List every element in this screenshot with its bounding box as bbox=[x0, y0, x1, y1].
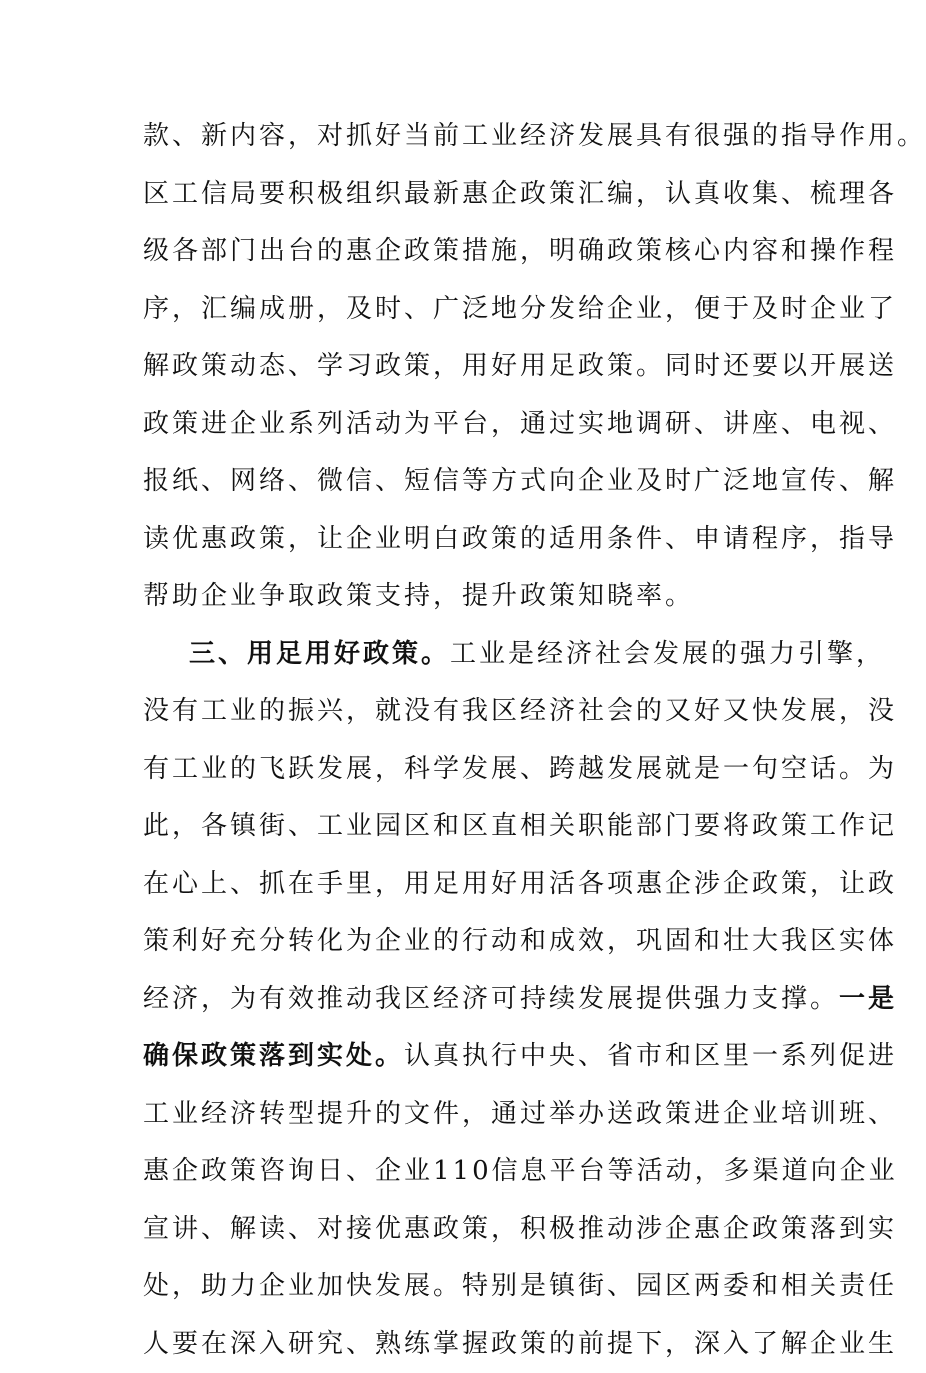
text-line: 有工业的飞跃发展，科学发展、跨越发展就是一句空话。为 bbox=[143, 741, 803, 799]
text-line: 款、新内容，对抓好当前工业经济发展具有很强的指导作用。 bbox=[143, 108, 803, 166]
document-body bbox=[143, 108, 803, 1373]
text-line: 此，各镇街、工业园区和区直相关职能部门要将政策工作记 bbox=[143, 798, 803, 856]
text-line: 帮助企业争取政策支持，提升政策知晓率。 bbox=[143, 568, 803, 626]
text-line: 报纸、网络、微信、短信等方式向企业及时广泛地宣传、解 bbox=[143, 453, 803, 511]
text-line: 序，汇编成册，及时、广泛地分发给企业，便于及时企业了 bbox=[143, 281, 803, 339]
subheading: 确保政策落到实处。 bbox=[143, 1041, 404, 1071]
text-span: 经济，为有效推动我区经济可持续发展提供强力支撑。 bbox=[143, 984, 839, 1014]
text-line: 处，助力企业加快发展。特别是镇街、园区两委和相关责任 bbox=[143, 1258, 803, 1316]
text-span: 工业是经济社会发展的强力引擎， bbox=[450, 639, 885, 669]
text-line: 宣讲、解读、对接优惠政策，积极推动涉企惠企政策落到实 bbox=[143, 1201, 803, 1259]
text-line: 区工信局要积极组织最新惠企政策汇编，认真收集、梳理各 bbox=[143, 166, 803, 224]
text-line: 工业经济转型提升的文件，通过举办送政策进企业培训班、 bbox=[143, 1086, 803, 1144]
text-line: 政策进企业系列活动为平台，通过实地调研、讲座、电视、 bbox=[143, 396, 803, 454]
text-line bbox=[143, 1028, 803, 1086]
text-line: 级各部门出台的惠企政策措施，明确政策核心内容和操作程 bbox=[143, 223, 803, 281]
text-line: 策利好充分转化为企业的行动和成效，巩固和壮大我区实体 bbox=[143, 913, 803, 971]
text-line: 在心上、抓在手里，用足用好用活各项惠企涉企政策，让政 bbox=[143, 856, 803, 914]
text-line: 读优惠政策，让企业明白政策的适用条件、申请程序，指导 bbox=[143, 511, 803, 569]
text-line: 人要在深入研究、熟练掌握政策的前提下，深入了解企业生 bbox=[143, 1316, 803, 1373]
text-span: 认真执行中央、省市和区里一系列促进 bbox=[404, 1041, 897, 1071]
subheading-marker: 一是 bbox=[839, 984, 897, 1014]
text-line bbox=[143, 971, 803, 1029]
text-line: 解政策动态、学习政策，用好用足政策。同时还要以开展送 bbox=[143, 338, 803, 396]
section-heading: 三、用足用好政策。 bbox=[189, 639, 450, 669]
text-line: 没有工业的振兴，就没有我区经济社会的又好又快发展，没 bbox=[143, 683, 803, 741]
section-heading-line bbox=[143, 626, 803, 684]
text-line: 惠企政策咨询日、企业110信息平台等活动，多渠道向企业 bbox=[143, 1143, 803, 1201]
